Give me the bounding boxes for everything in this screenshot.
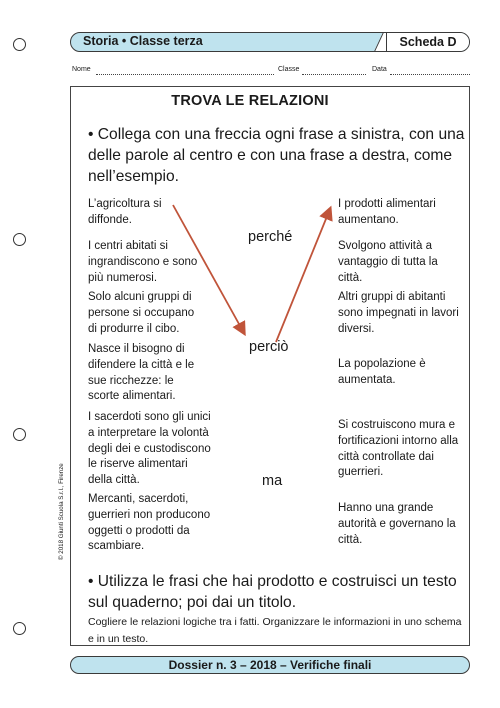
left-item-3: Solo alcuni gruppi di persone si occupano di produrre il cibo.: [88, 291, 195, 335]
footer-band: [70, 656, 470, 674]
right-item-4: La popolazione è aumentata.: [338, 358, 426, 386]
right-item-2: Svolgono attività a vantaggio di tutta la città.: [338, 240, 438, 284]
left-item-6: Mercanti, sacerdoti, guerrieri non producono oggetti o prodotti da scambiare.: [88, 493, 211, 553]
right-item-1: I prodotti alimentari aumentano.: [338, 198, 436, 226]
subject-label: Storia • Classe terza: [83, 34, 203, 48]
instruction-1: • Collega con una freccia ogni frase a sinistra, con una delle parole al centro e con una frase a destra, come nell’esempio.: [88, 126, 465, 185]
name-label: Nome: [72, 66, 91, 73]
exercise-title: TROVA LE RELAZIONI: [171, 93, 329, 109]
date-label: Data: [372, 66, 387, 73]
learning-objective: Cogliere le relazioni logiche tra i fatti. Organizzare le informazioni in uno schema e in un testo.: [88, 616, 462, 645]
left-item-5: I sacerdoti sono gli unici a interpretare la volontà degli dei e custodiscono le riserve alimentari della città.: [88, 411, 211, 487]
arrow-percio-to-right: [276, 209, 330, 342]
right-item-3: Altri gruppi di abitanti sono impegnati in lavori diversi.: [338, 291, 459, 335]
sheet-label: Scheda D: [386, 33, 469, 51]
footer-label: Dossier n. 3 – 2018 – Verifiche finali: [168, 658, 372, 672]
right-item-6: Hanno una grande autorità e governano la città.: [338, 502, 456, 546]
left-item-1: L’agricoltura si diffonde.: [88, 198, 162, 226]
connector-ma: ma: [262, 473, 283, 489]
left-item-4: Nasce il bisogno di difendere la città e le sue ricchezze: le scorte alimentari.: [88, 343, 195, 403]
class-label: Classe: [278, 66, 300, 73]
left-item-2: I centri abitati si ingrandiscono e sono più numerosi.: [88, 240, 198, 284]
arrow-left-to-percio: [173, 205, 244, 333]
connector-perche: perché: [248, 229, 293, 245]
copyright-note: © 2018 Giunti Scuola S.r.l., Firenze: [58, 463, 65, 560]
connector-percio: perciò: [249, 339, 289, 355]
right-item-5: Si costruiscono mura e fortificazioni intorno alla città controllate dai guerrieri.: [338, 419, 459, 479]
instruction-2: • Utilizza le frasi che hai prodotto e costruisci un testo sul quaderno; poi dai un titolo.: [88, 573, 457, 611]
